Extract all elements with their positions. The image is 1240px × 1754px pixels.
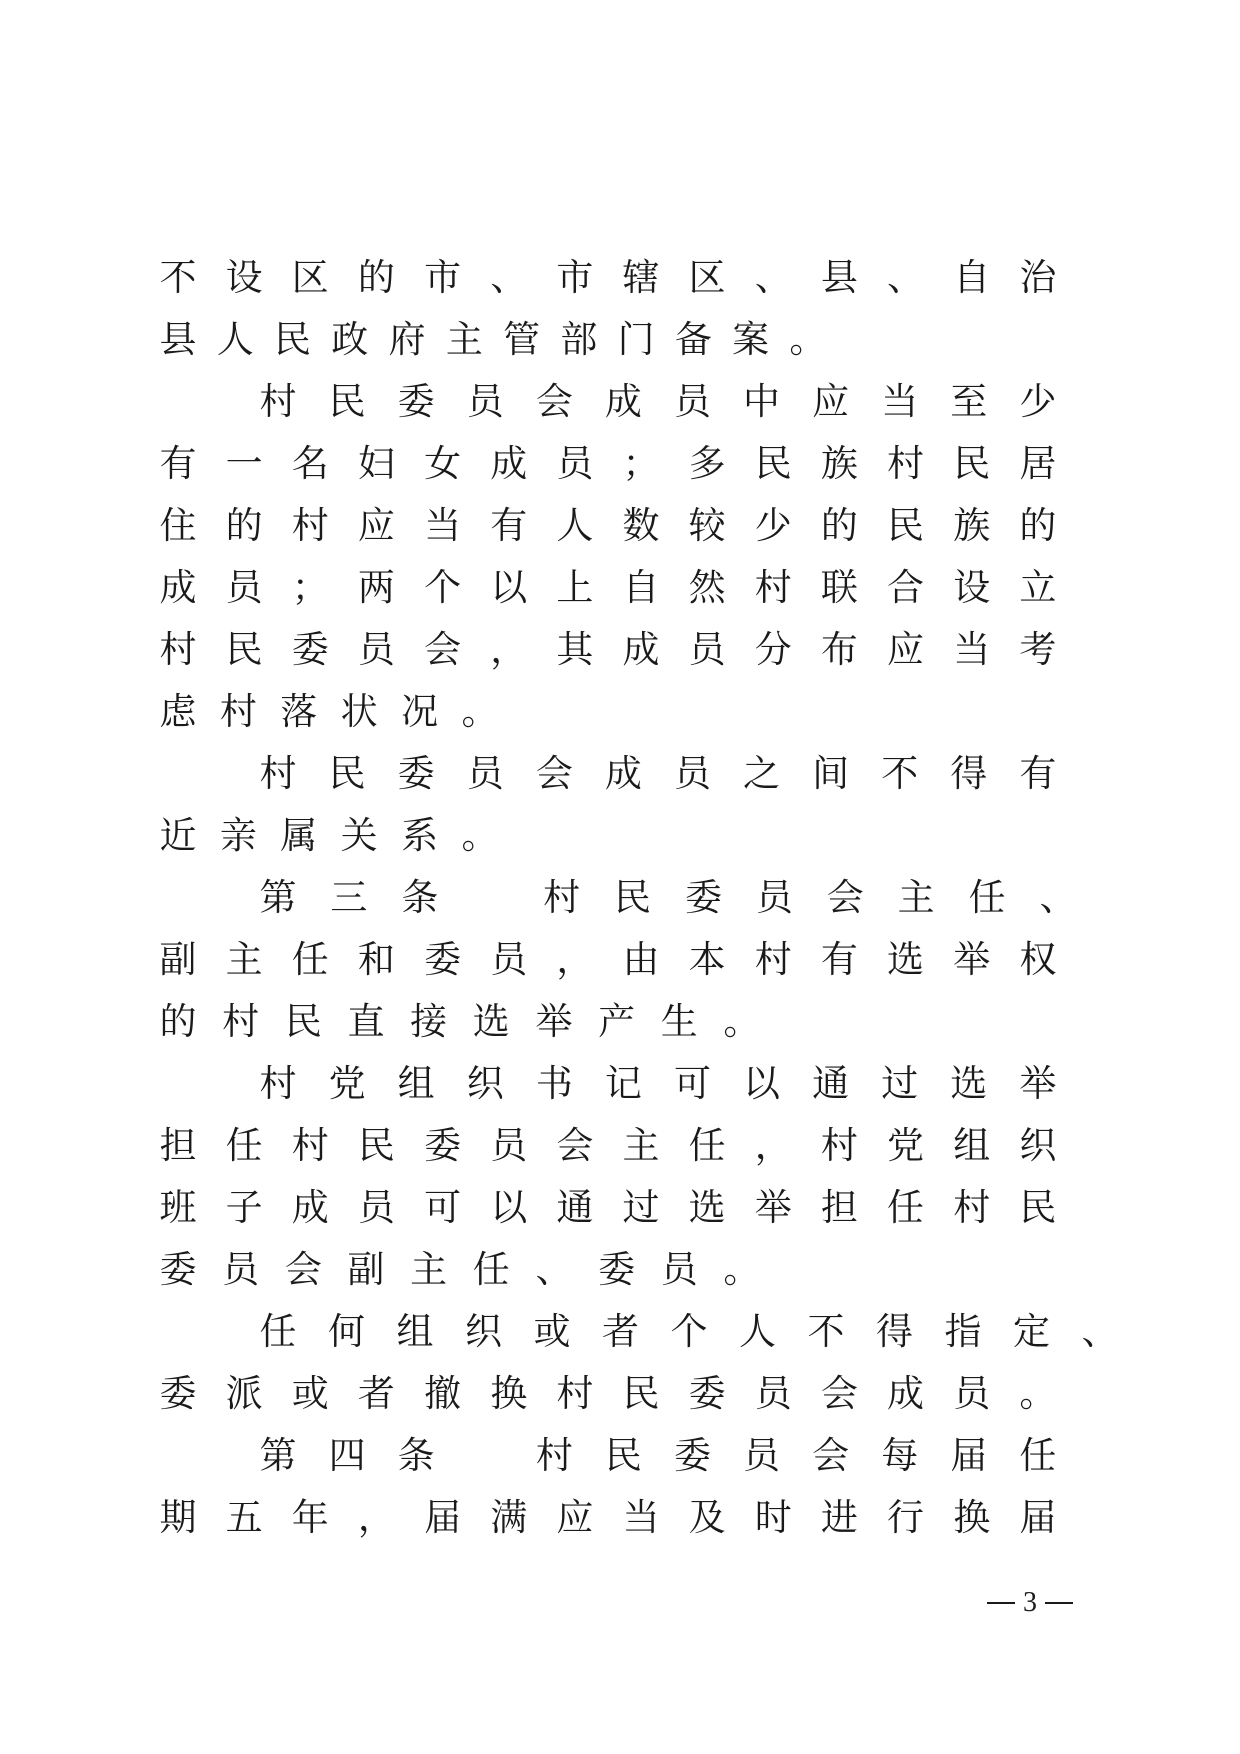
text-char: 民 bbox=[274, 318, 312, 361]
text-char: 员 bbox=[222, 1248, 260, 1291]
text-char: 本 bbox=[688, 938, 726, 981]
text-line bbox=[158, 311, 828, 361]
text-char: 联 bbox=[820, 566, 858, 609]
text-char: 合 bbox=[887, 566, 925, 609]
text-char: 、 bbox=[1039, 876, 1077, 919]
text-char: 区 bbox=[291, 256, 329, 299]
text-line bbox=[258, 869, 1078, 919]
text-char: 妇 bbox=[357, 442, 395, 485]
text-line bbox=[158, 1241, 762, 1291]
text-char: 任 bbox=[688, 1124, 726, 1167]
text-char: 进 bbox=[820, 1496, 858, 1539]
text-space bbox=[471, 867, 511, 921]
text-char: 虑 bbox=[159, 690, 197, 733]
text-char: 第 bbox=[259, 876, 297, 919]
text-char: 委 bbox=[598, 1248, 636, 1291]
text-char: 选 bbox=[887, 938, 925, 981]
text-char: 个 bbox=[424, 566, 462, 609]
text-char: 织 bbox=[1019, 1124, 1057, 1167]
text-char: 的 bbox=[225, 504, 263, 547]
text-char: 选 bbox=[688, 1186, 726, 1229]
text-char: 族 bbox=[953, 504, 991, 547]
text-char: 的 bbox=[159, 1000, 197, 1043]
text-char: 行 bbox=[887, 1496, 925, 1539]
text-char: 举 bbox=[535, 1000, 573, 1043]
text-char: 织 bbox=[465, 1310, 502, 1353]
text-char: 委 bbox=[688, 1372, 726, 1415]
text-char: 接 bbox=[410, 1000, 448, 1043]
text-char: 至 bbox=[950, 380, 988, 423]
text-char: 组 bbox=[397, 1062, 435, 1105]
text-char: 过 bbox=[622, 1186, 660, 1229]
text-line bbox=[158, 497, 1058, 547]
text-char: 员 bbox=[743, 1434, 781, 1477]
text-char: 织 bbox=[466, 1062, 504, 1105]
text-char: 亲 bbox=[219, 814, 257, 857]
text-char: 有 bbox=[820, 938, 858, 981]
text-line bbox=[258, 745, 1058, 795]
text-char: 少 bbox=[754, 504, 792, 547]
text-char: 分 bbox=[754, 628, 792, 671]
text-char: 通 bbox=[812, 1062, 850, 1105]
text-char: 应 bbox=[556, 1496, 594, 1539]
text-space bbox=[465, 1425, 505, 1479]
text-char: 派 bbox=[225, 1372, 263, 1415]
text-line bbox=[158, 931, 1058, 981]
text-char: 立 bbox=[1019, 566, 1057, 609]
text-char: 主 bbox=[445, 318, 483, 361]
text-char: 村 bbox=[159, 628, 197, 671]
text-char: 。 bbox=[789, 318, 827, 361]
text-char: 或 bbox=[533, 1310, 571, 1353]
text-char: 任 bbox=[259, 1310, 297, 1353]
text-char: 委 bbox=[684, 876, 722, 919]
text-char: 当 bbox=[424, 504, 462, 547]
text-char: 得 bbox=[876, 1310, 913, 1353]
text-char: 产 bbox=[598, 1000, 636, 1043]
text-char: 政 bbox=[331, 318, 369, 361]
text-char: 部 bbox=[560, 318, 598, 361]
text-char: 指 bbox=[944, 1310, 982, 1353]
text-char: 主 bbox=[410, 1248, 448, 1291]
text-char: 考 bbox=[1019, 628, 1057, 671]
text-line bbox=[158, 249, 1058, 299]
text-char: 之 bbox=[743, 752, 781, 795]
text-char: 以 bbox=[490, 1186, 528, 1229]
text-char: 委 bbox=[159, 1248, 197, 1291]
text-char: 会 bbox=[556, 1124, 594, 1167]
text-char: 任 bbox=[1019, 1434, 1057, 1477]
text-char: 生 bbox=[660, 1000, 698, 1043]
text-char: 任 bbox=[968, 876, 1006, 919]
text-char: 的 bbox=[1019, 504, 1057, 547]
text-char: 员 bbox=[357, 628, 395, 671]
text-char: 村 bbox=[887, 442, 925, 485]
text-char: 员 bbox=[466, 752, 504, 795]
text-char: 族 bbox=[820, 442, 858, 485]
text-char: 自 bbox=[622, 566, 660, 609]
text-char: 、 bbox=[754, 256, 792, 299]
text-char: 权 bbox=[1019, 938, 1057, 981]
text-char: 多 bbox=[688, 442, 726, 485]
text-char: 一 bbox=[225, 442, 263, 485]
text-char: 成 bbox=[622, 628, 660, 671]
text-char: 员 bbox=[688, 628, 726, 671]
text-char: 民 bbox=[614, 876, 652, 919]
text-char: 员 bbox=[754, 1372, 792, 1415]
text-char: 届 bbox=[424, 1496, 462, 1539]
text-char: 组 bbox=[953, 1124, 991, 1167]
text-char: 员 bbox=[556, 442, 594, 485]
text-char: 每 bbox=[881, 1434, 919, 1477]
text-char: 成 bbox=[887, 1372, 925, 1415]
text-char: 区 bbox=[688, 256, 726, 299]
text-char: 县 bbox=[159, 318, 197, 361]
text-char: 民 bbox=[953, 442, 991, 485]
text-char: 村 bbox=[259, 1062, 297, 1105]
text-char: 或 bbox=[291, 1372, 329, 1415]
text-char: 举 bbox=[1019, 1062, 1057, 1105]
text-char: 应 bbox=[357, 504, 395, 547]
text-char: 居 bbox=[1019, 442, 1057, 485]
text-char: 当 bbox=[953, 628, 991, 671]
text-char: 当 bbox=[622, 1496, 660, 1539]
text-char: 得 bbox=[950, 752, 988, 795]
text-char: 委 bbox=[291, 628, 329, 671]
text-char: 。 bbox=[461, 814, 499, 857]
text-char: 时 bbox=[754, 1496, 792, 1539]
text-char: 市 bbox=[424, 256, 462, 299]
text-char: 上 bbox=[556, 566, 594, 609]
text-char: 换 bbox=[490, 1372, 528, 1415]
text-char: 少 bbox=[1019, 380, 1057, 423]
text-char: 任 bbox=[291, 938, 329, 981]
text-char: 会 bbox=[820, 1372, 858, 1415]
text-char: ， bbox=[754, 1124, 792, 1167]
text-char: 何 bbox=[328, 1310, 365, 1353]
text-char: 子 bbox=[225, 1186, 263, 1229]
text-char: 记 bbox=[604, 1062, 642, 1105]
text-char: 况 bbox=[401, 690, 439, 733]
text-char: 村 bbox=[754, 566, 792, 609]
text-char: 以 bbox=[490, 566, 528, 609]
text-char: 女 bbox=[424, 442, 462, 485]
text-char: 过 bbox=[881, 1062, 919, 1105]
text-char: 届 bbox=[950, 1434, 988, 1477]
text-line bbox=[258, 1427, 1058, 1477]
text-line bbox=[158, 683, 500, 733]
text-char: 个 bbox=[670, 1310, 708, 1353]
text-char: 近 bbox=[159, 814, 197, 857]
text-char: 的 bbox=[357, 256, 395, 299]
text-char: 通 bbox=[556, 1186, 594, 1229]
text-char: 民 bbox=[754, 442, 792, 485]
text-char: 任 bbox=[887, 1186, 925, 1229]
text-char: 有 bbox=[1019, 752, 1057, 795]
text-char: 员 bbox=[660, 1248, 698, 1291]
text-char: 成 bbox=[490, 442, 528, 485]
text-char: 班 bbox=[159, 1186, 197, 1229]
text-line bbox=[158, 1179, 1058, 1229]
text-char: 员 bbox=[755, 876, 793, 919]
text-char: 年 bbox=[291, 1496, 329, 1539]
text-char: 举 bbox=[953, 938, 991, 981]
text-char: 数 bbox=[622, 504, 660, 547]
text-char: 撤 bbox=[424, 1372, 462, 1415]
text-char: 管 bbox=[503, 318, 541, 361]
text-char: 副 bbox=[347, 1248, 385, 1291]
text-char: ； bbox=[622, 442, 660, 485]
text-char: 委 bbox=[424, 1124, 462, 1167]
text-char: 会 bbox=[826, 876, 864, 919]
text-char: 主 bbox=[622, 1124, 660, 1167]
text-char: 村 bbox=[259, 380, 297, 423]
text-char: 员 bbox=[225, 566, 263, 609]
text-char: 担 bbox=[159, 1124, 197, 1167]
text-line bbox=[258, 1055, 1058, 1105]
text-line bbox=[158, 559, 1058, 609]
text-char: 选 bbox=[472, 1000, 510, 1043]
text-char: 以 bbox=[743, 1062, 781, 1105]
text-char: 两 bbox=[357, 566, 395, 609]
text-char: 村 bbox=[535, 1434, 573, 1477]
text-char: 四 bbox=[328, 1434, 366, 1477]
text-char: 。 bbox=[723, 1248, 761, 1291]
text-char: 民 bbox=[328, 380, 366, 423]
text-char: 员 bbox=[466, 380, 504, 423]
text-char: 。 bbox=[723, 1000, 761, 1043]
text-char: 系 bbox=[401, 814, 439, 857]
text-char: 民 bbox=[357, 1124, 395, 1167]
text-char: 中 bbox=[743, 380, 781, 423]
text-char: 住 bbox=[159, 504, 197, 547]
text-char: 主 bbox=[225, 938, 263, 981]
text-char: 市 bbox=[556, 256, 594, 299]
text-char: 党 bbox=[887, 1124, 925, 1167]
text-char: 副 bbox=[159, 938, 197, 981]
text-line bbox=[158, 1489, 1058, 1539]
text-char: 员 bbox=[490, 938, 528, 981]
text-char: 民 bbox=[887, 504, 925, 547]
text-char: 村 bbox=[291, 1124, 329, 1167]
text-char: 案 bbox=[732, 318, 770, 361]
text-char: 委 bbox=[424, 938, 462, 981]
text-char: 直 bbox=[347, 1000, 385, 1043]
text-char: 村 bbox=[556, 1372, 594, 1415]
text-char: 期 bbox=[159, 1496, 197, 1539]
text-char: 主 bbox=[897, 876, 935, 919]
text-char: 可 bbox=[673, 1062, 711, 1105]
text-char: 备 bbox=[674, 318, 712, 361]
text-line bbox=[158, 435, 1058, 485]
footer-dash-left bbox=[987, 1602, 1015, 1604]
text-char: 五 bbox=[225, 1496, 263, 1539]
text-char: 自 bbox=[953, 256, 991, 299]
text-char: 书 bbox=[535, 1062, 573, 1105]
text-char: 员 bbox=[953, 1372, 991, 1415]
text-char: 民 bbox=[284, 1000, 322, 1043]
text-char: 不 bbox=[807, 1310, 845, 1353]
text-line bbox=[158, 993, 762, 1043]
text-char: 担 bbox=[820, 1186, 858, 1229]
text-char: 、 bbox=[490, 256, 528, 299]
text-char: 有 bbox=[159, 442, 197, 485]
text-char: 成 bbox=[159, 566, 197, 609]
text-char: 届 bbox=[1019, 1496, 1057, 1539]
text-char: 村 bbox=[259, 752, 297, 795]
text-char: 、 bbox=[1081, 1310, 1119, 1353]
text-char: 辖 bbox=[622, 256, 660, 299]
text-char: 党 bbox=[328, 1062, 366, 1105]
text-char: 较 bbox=[688, 504, 726, 547]
text-char: 其 bbox=[556, 628, 594, 671]
page-footer bbox=[975, 1586, 1085, 1620]
text-char: 应 bbox=[887, 628, 925, 671]
text-char: 委 bbox=[397, 380, 435, 423]
text-char: 员 bbox=[673, 752, 711, 795]
text-char: 当 bbox=[881, 380, 919, 423]
text-char: 、 bbox=[887, 256, 925, 299]
text-char: 落 bbox=[280, 690, 318, 733]
text-char: 者 bbox=[602, 1310, 639, 1353]
text-char: 属 bbox=[280, 814, 318, 857]
text-char: 布 bbox=[820, 628, 858, 671]
text-char: 然 bbox=[688, 566, 726, 609]
text-char: 条 bbox=[397, 1434, 435, 1477]
text-char: 村 bbox=[754, 938, 792, 981]
text-char: 设 bbox=[225, 256, 263, 299]
text-char: 县 bbox=[820, 256, 858, 299]
page-number: 3 bbox=[1023, 1587, 1037, 1618]
text-char: 门 bbox=[617, 318, 655, 361]
text-char: 第 bbox=[259, 1434, 297, 1477]
text-char: 三 bbox=[330, 876, 368, 919]
text-char: 。 bbox=[1019, 1372, 1057, 1415]
text-char: 不 bbox=[159, 256, 197, 299]
text-char: ， bbox=[490, 628, 528, 671]
text-char: 举 bbox=[754, 1186, 792, 1229]
text-char: 定 bbox=[1013, 1310, 1050, 1353]
text-char: 、 bbox=[535, 1248, 573, 1291]
text-char: 选 bbox=[950, 1062, 988, 1105]
text-char: ， bbox=[556, 938, 594, 981]
text-char: 村 bbox=[222, 1000, 260, 1043]
text-line bbox=[258, 373, 1058, 423]
text-char: 及 bbox=[688, 1496, 726, 1539]
text-char: 组 bbox=[396, 1310, 434, 1353]
text-char: 应 bbox=[812, 380, 850, 423]
text-char: 名 bbox=[291, 442, 329, 485]
text-char: 治 bbox=[1019, 256, 1057, 299]
text-char: 由 bbox=[622, 938, 660, 981]
text-char: 可 bbox=[424, 1186, 462, 1229]
text-char: 成 bbox=[604, 380, 642, 423]
text-char: 民 bbox=[1019, 1186, 1057, 1229]
text-char: 府 bbox=[388, 318, 426, 361]
text-char: 委 bbox=[159, 1372, 197, 1415]
text-char: 。 bbox=[461, 690, 499, 733]
text-char: ； bbox=[291, 566, 329, 609]
text-char: 满 bbox=[490, 1496, 528, 1539]
text-char: 员 bbox=[357, 1186, 395, 1229]
text-char: 会 bbox=[535, 752, 573, 795]
text-char: 不 bbox=[881, 752, 919, 795]
text-char: 人 bbox=[739, 1310, 776, 1353]
text-char: 条 bbox=[401, 876, 439, 919]
text-char: 村 bbox=[543, 876, 581, 919]
text-char: 人 bbox=[556, 504, 594, 547]
text-char: 民 bbox=[622, 1372, 660, 1415]
text-char: 员 bbox=[490, 1124, 528, 1167]
text-line bbox=[258, 1303, 1120, 1353]
text-char: 会 bbox=[424, 628, 462, 671]
text-line bbox=[158, 1365, 1058, 1415]
text-char: 村 bbox=[291, 504, 329, 547]
text-char: 关 bbox=[340, 814, 378, 857]
text-char: 有 bbox=[490, 504, 528, 547]
text-char: 任 bbox=[225, 1124, 263, 1167]
text-line bbox=[158, 807, 500, 857]
text-char: 任 bbox=[472, 1248, 510, 1291]
text-char: 状 bbox=[340, 690, 378, 733]
text-char: 者 bbox=[357, 1372, 395, 1415]
text-char: 成 bbox=[291, 1186, 329, 1229]
text-char: 会 bbox=[284, 1248, 322, 1291]
text-char: 会 bbox=[535, 380, 573, 423]
text-char: 民 bbox=[604, 1434, 642, 1477]
text-char: 村 bbox=[953, 1186, 991, 1229]
text-char: 的 bbox=[820, 504, 858, 547]
text-char: 村 bbox=[820, 1124, 858, 1167]
text-line bbox=[158, 1117, 1058, 1167]
text-char: 委 bbox=[673, 1434, 711, 1477]
text-char: 员 bbox=[673, 380, 711, 423]
text-char: 间 bbox=[812, 752, 850, 795]
text-char: 委 bbox=[397, 752, 435, 795]
text-char: 和 bbox=[357, 938, 395, 981]
footer-dash-right bbox=[1045, 1602, 1073, 1604]
text-char: 成 bbox=[604, 752, 642, 795]
text-char: 换 bbox=[953, 1496, 991, 1539]
text-char: ， bbox=[357, 1496, 395, 1539]
text-char: 民 bbox=[225, 628, 263, 671]
text-char: 设 bbox=[953, 566, 991, 609]
text-line bbox=[158, 621, 1058, 671]
text-char: 人 bbox=[216, 318, 254, 361]
text-char: 民 bbox=[328, 752, 366, 795]
text-char: 村 bbox=[219, 690, 257, 733]
text-char: 会 bbox=[812, 1434, 850, 1477]
